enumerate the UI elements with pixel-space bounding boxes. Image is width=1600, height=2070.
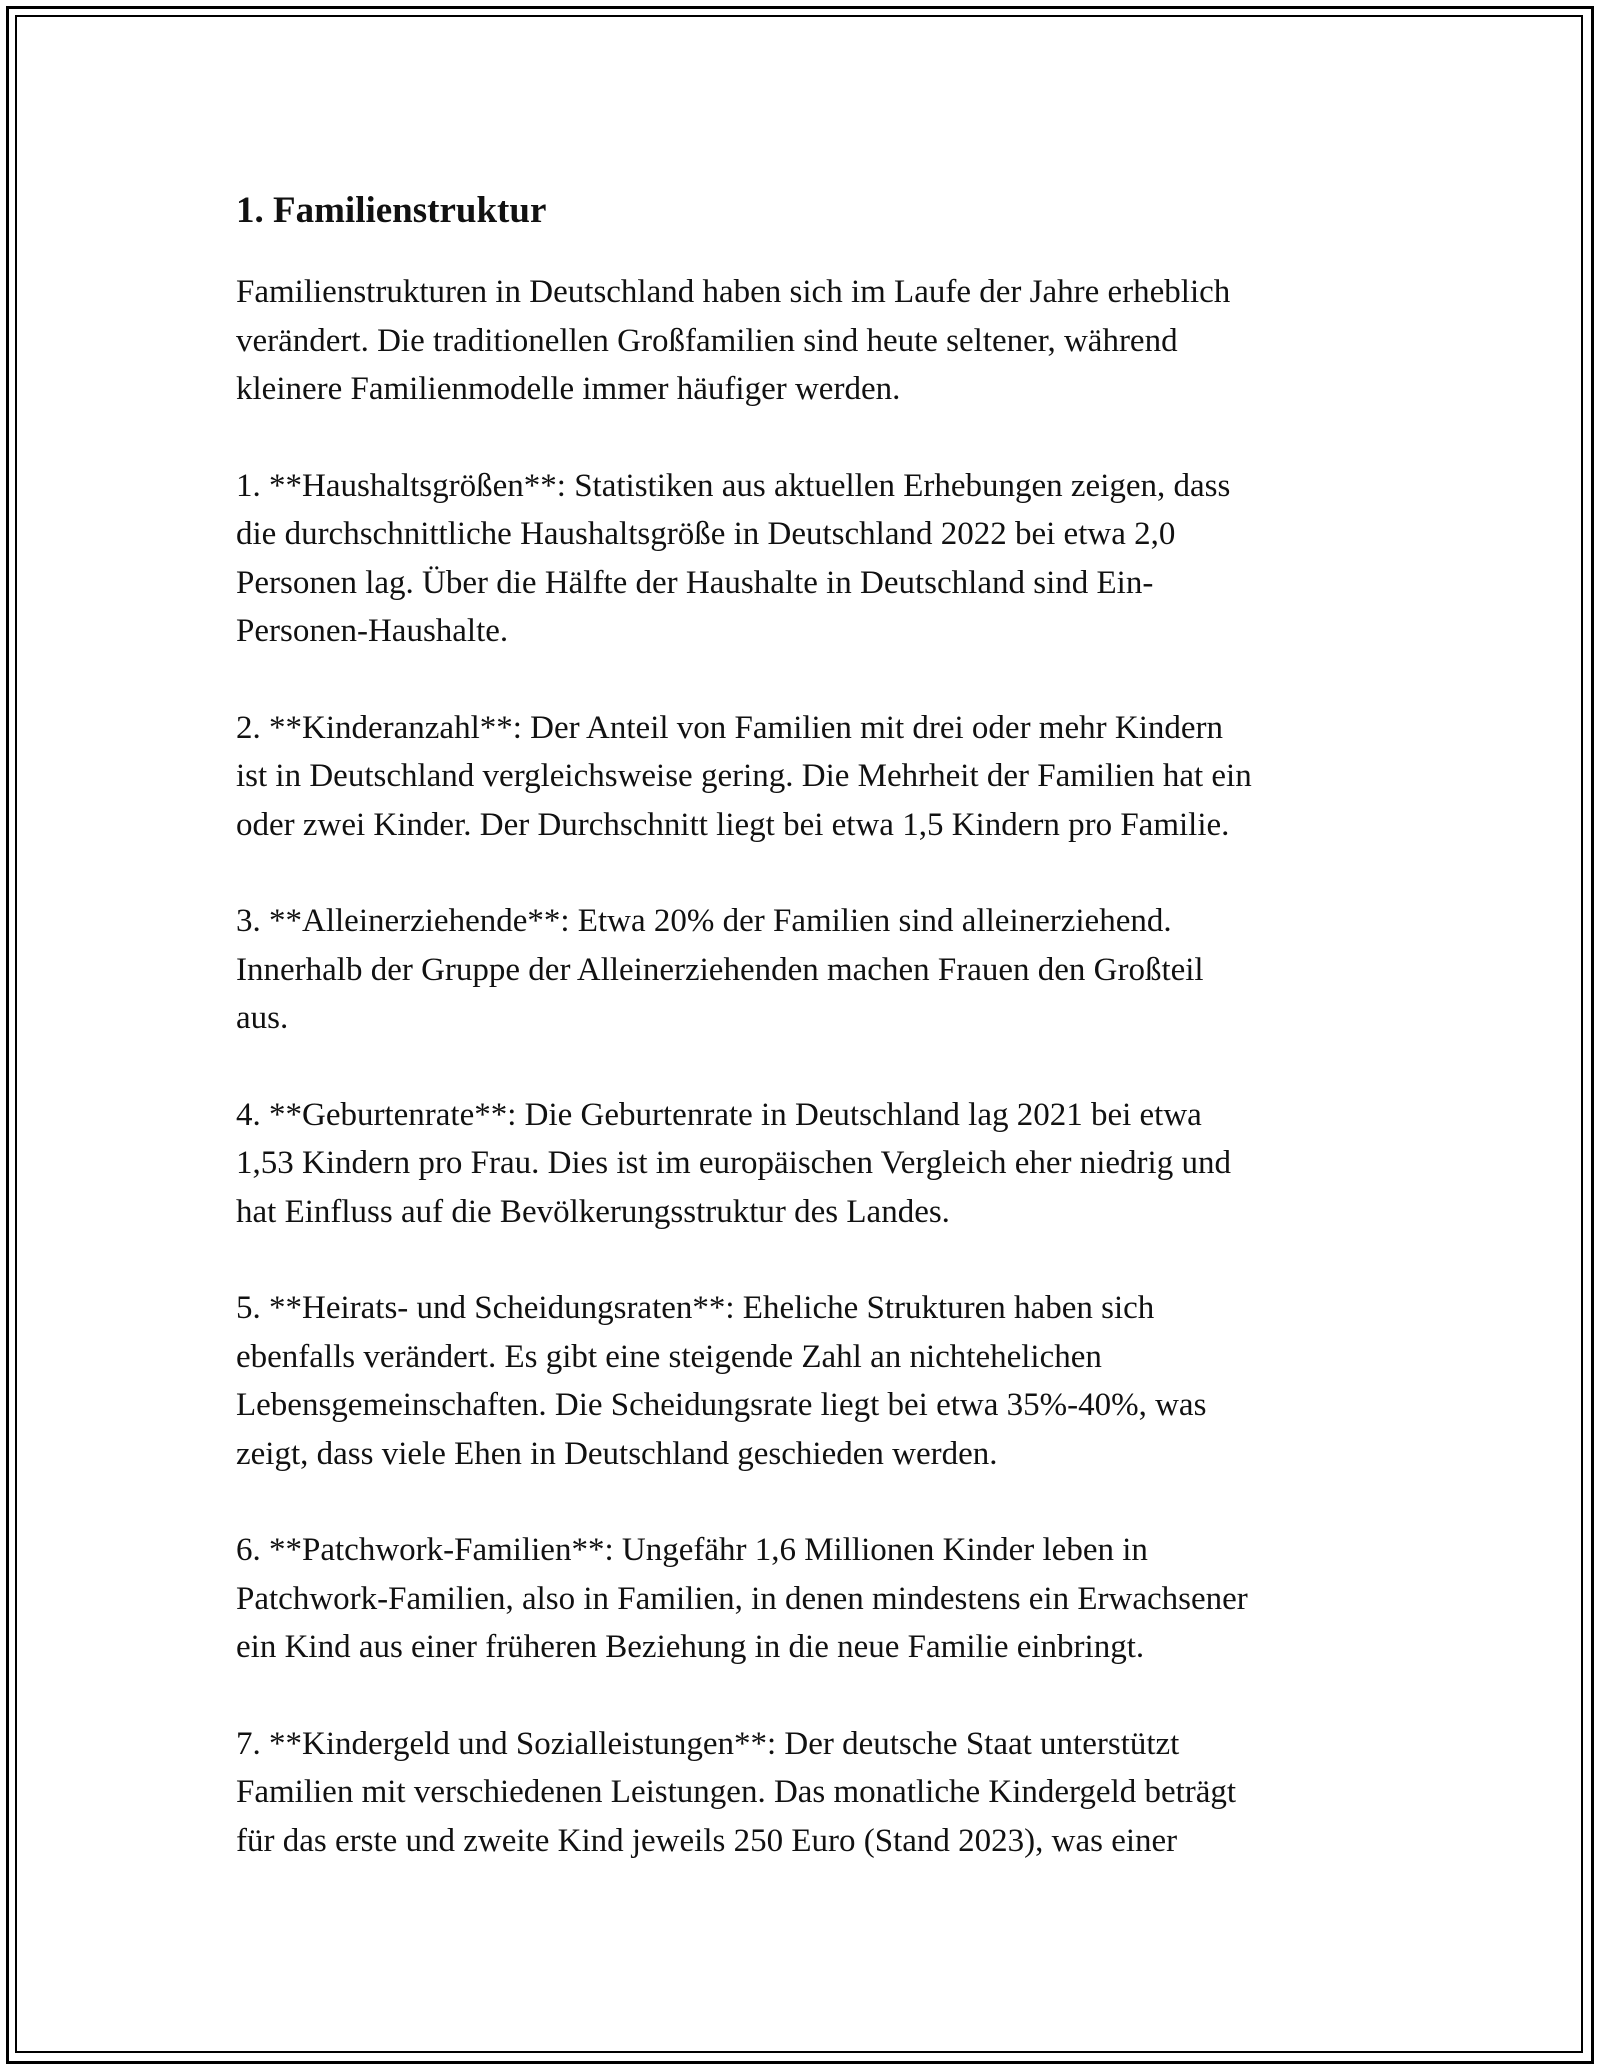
section-heading: 1. Familienstruktur xyxy=(236,190,547,231)
intro-paragraph: Familienstrukturen in Deutschland haben sich im Laufe der Jahre erheblich verändert. Die traditionellen Großfamilien sind heute seltener, während kleinere Familienmodelle immer häufiger werden. xyxy=(236,274,1231,407)
list-item-geburtenrate: 4. **Geburtenrate**: Die Geburtenrate in Deutschland lag 2021 bei etwa 1,53 Kindern pro Frau. Dies ist im europäischen Vergleich eher niedrig und hat Einfluss auf die Bevölkerungsstruktur des Landes. xyxy=(236,1096,1231,1230)
list-item-kindergeld: 7. **Kindergeld und Sozialleistungen**: Der deutsche Staat unterstützt Familien mit verschiedenen Leistungen. Das monatliche Kindergeld beträgt für das erste und zweite Kind jeweils 250 Euro (Stand 2023), was einer xyxy=(236,1725,1237,1859)
document-body xyxy=(236,186,1376,1913)
list-item-kinderanzahl: 2. **Kinderanzahl**: Der Anteil von Familien mit drei oder mehr Kindern ist in Deutschland vergleichsweise gering. Die Mehrheit der Familien hat ein oder zwei Kinder. Der Durchschnitt liegt bei etwa 1,5 Kindern pro Familie. xyxy=(236,709,1252,843)
list-item-patchwork-familien: 6. **Patchwork-Familien**: Ungefähr 1,6 Millionen Kinder leben in Patchwork-Familien, also in Familien, in denen mindestens ein Erwachsener ein Kind aus einer früheren Beziehung in die neue Familie einbringt. xyxy=(236,1532,1248,1665)
list-item-haushaltsgroessen: 1. **Haushaltsgrößen**: Statistiken aus aktuellen Erhebungen zeigen, dass die durchschnittliche Haushaltsgröße in Deutschland 2022 bei etwa 2,0 Personen lag. Über die Hälfte der Haushalte in Deutschland sind Ein- Personen-Haushalte. xyxy=(236,467,1231,649)
list-item-alleinerziehende: 3. **Alleinerziehende**: Etwa 20% der Familien sind alleinerziehend. Innerhalb der Gruppe der Alleinerziehenden machen Frauen den Großteil aus. xyxy=(236,903,1204,1036)
list-item-heirats-scheidungsraten: 5. **Heirats- und Scheidungsraten**: Eheliche Strukturen haben sich ebenfalls verändert. Es gibt eine steigende Zahl an nichtehelichen Lebensgemeinschaften. Die Scheidungsrate liegt bei etwa 35%-40%, was zeigt, dass viele Ehen in Deutschland geschieden werden. xyxy=(236,1290,1207,1472)
